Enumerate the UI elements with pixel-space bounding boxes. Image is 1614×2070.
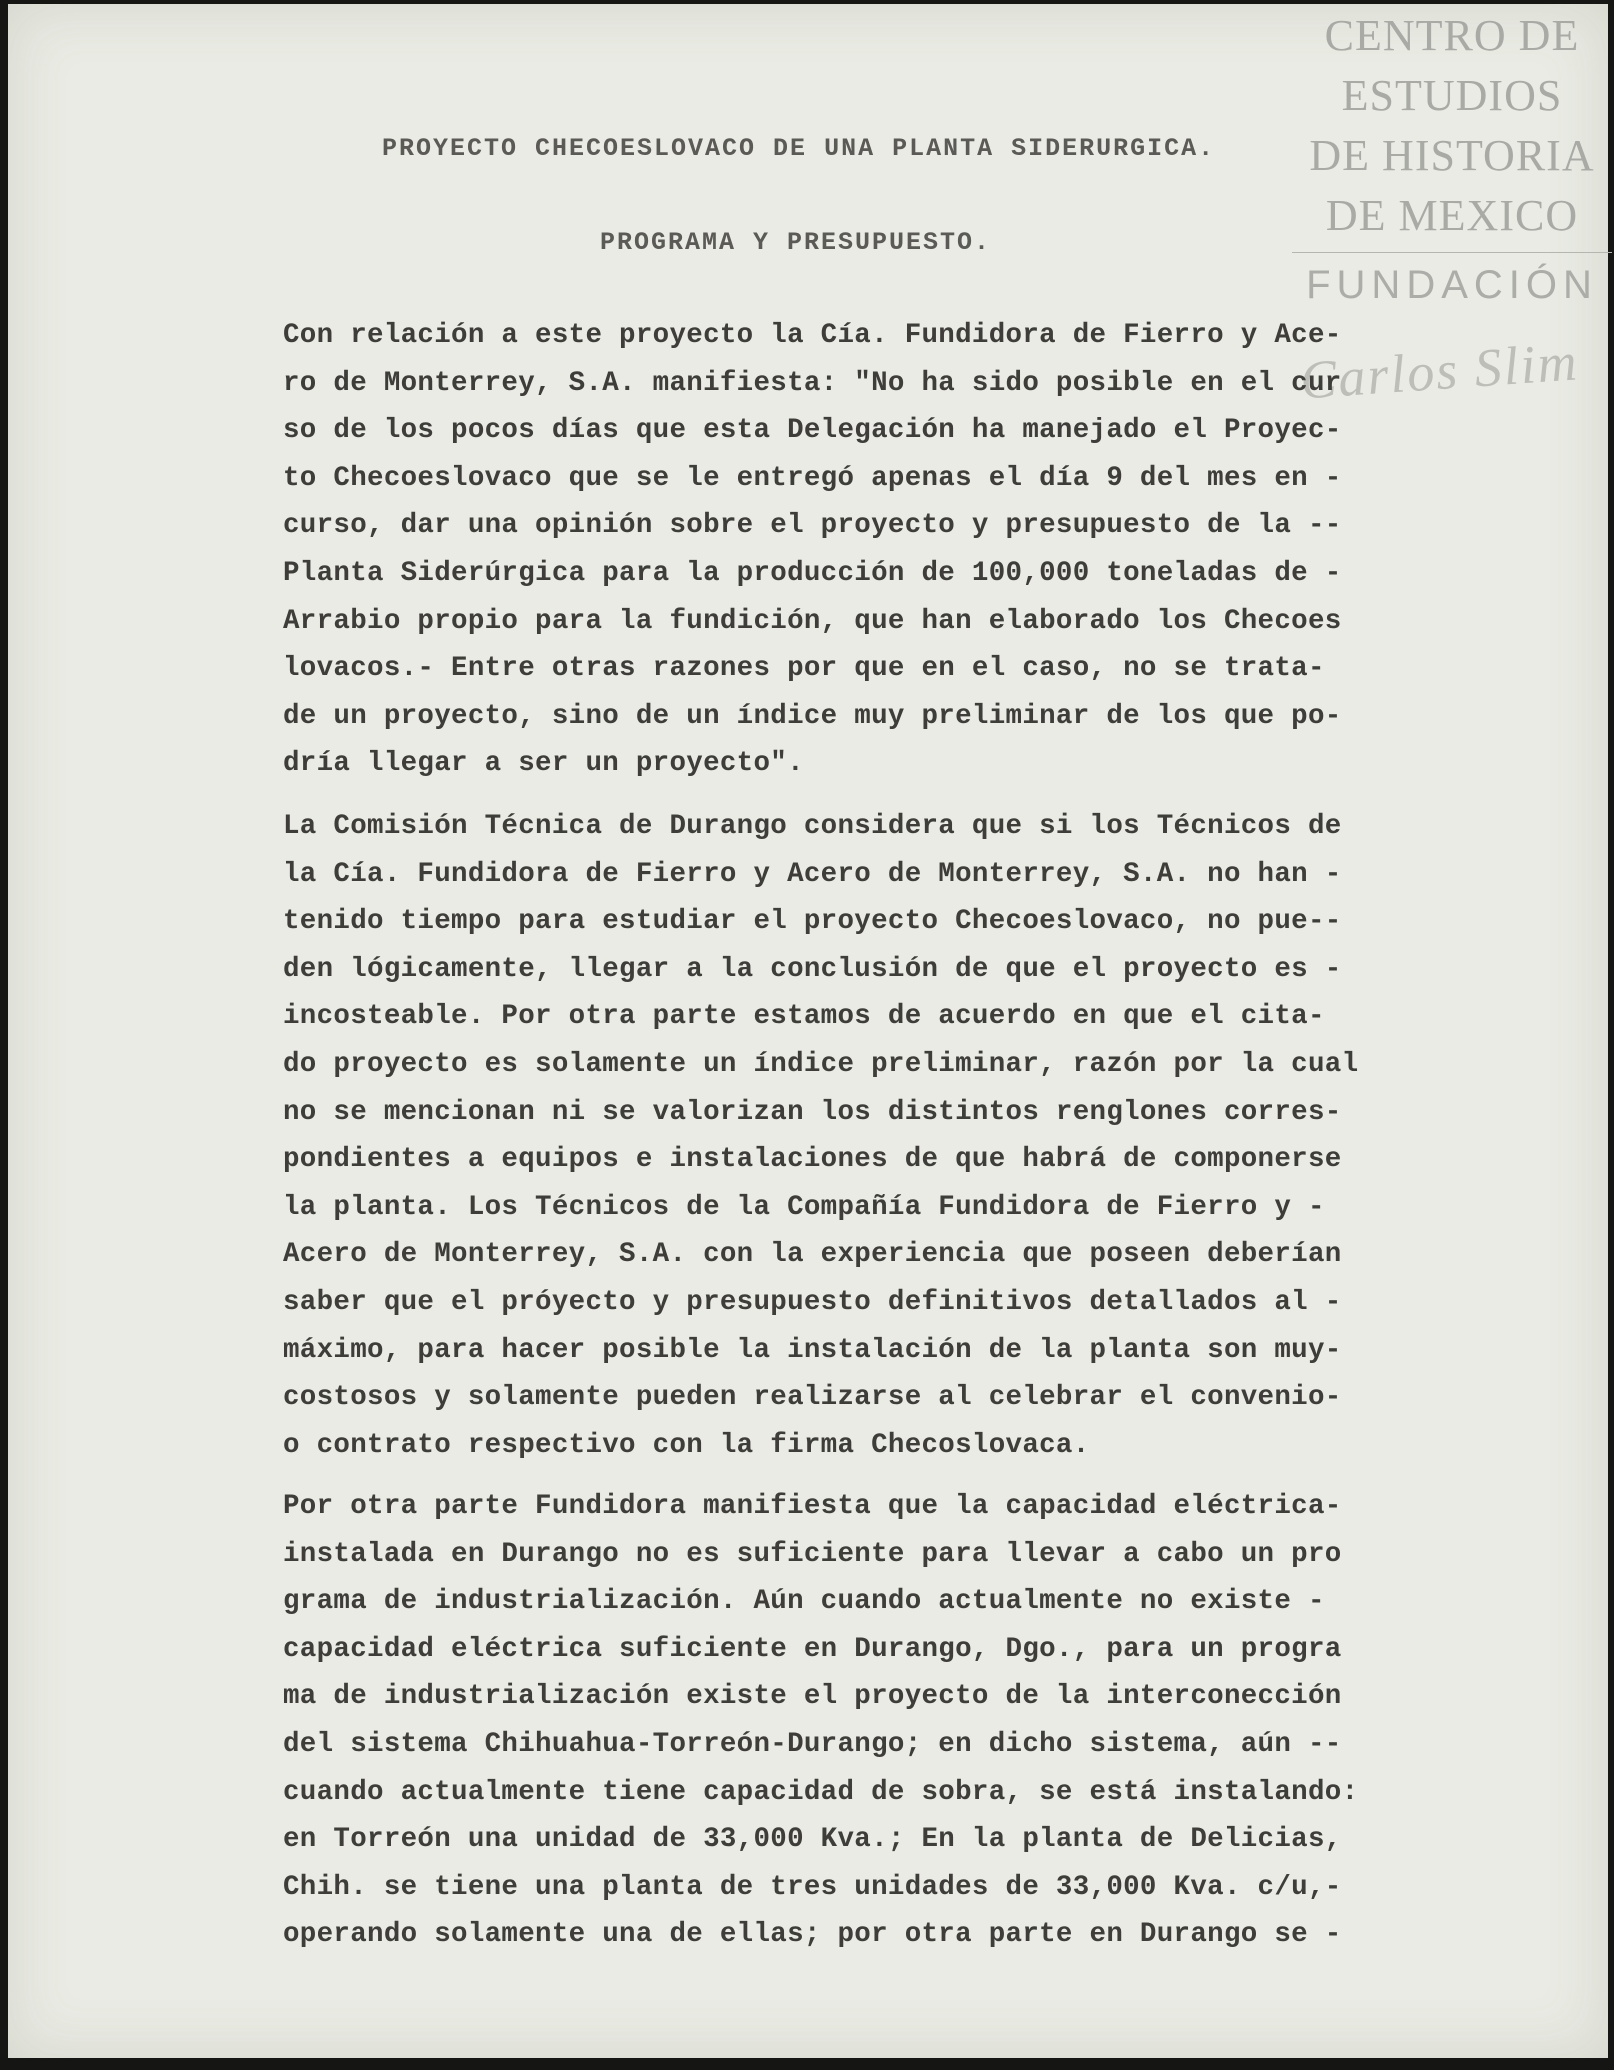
text-line: de un proyecto, sino de un índice muy preliminar de los que po- <box>283 700 1342 732</box>
text-line: capacidad eléctrica suficiente en Durango, Dgo., para un progra <box>283 1633 1342 1665</box>
text-line: Arrabio propio para la fundición, que han elaborado los Checoes <box>283 605 1342 637</box>
text-line: la Cía. Fundidora de Fierro y Acero de Monterrey, S.A. no han - <box>283 858 1342 890</box>
text-line: operando solamente una de ellas; por otra parte en Durango se - <box>283 1919 1342 1951</box>
text-line: incosteable. Por otra parte estamos de acuerdo en que el cita- <box>283 1001 1325 1033</box>
watermark-line: ESTUDIOS <box>1341 71 1563 120</box>
text-line: Con relación a este proyecto la Cía. Fundidora de Fierro y Ace- <box>283 320 1342 351</box>
text-line: o contrato respectivo con la firma Checoslovaca. <box>283 1429 1090 1461</box>
paragraph-2 <box>283 803 1543 1469</box>
text-line: saber que el próyecto y presupuesto definitivos detallados al - <box>283 1286 1342 1318</box>
text-line: del sistema Chihuahua-Torreón-Durango; en dicho sistema, aún -- <box>283 1728 1342 1760</box>
text-line: máximo, para hacer posible la instalación de la planta son muy- <box>283 1334 1342 1366</box>
paragraph-3 <box>283 1483 1543 1959</box>
text-line: cuando actualmente tiene capacidad de sobra, se está instalando: <box>283 1776 1359 1808</box>
watermark-line: CENTRO DE <box>1324 11 1580 60</box>
text-line: do proyecto es solamente un índice preliminar, razón por la cual <box>283 1048 1359 1080</box>
text-line: instalada en Durango no es suficiente para llevar a cabo un pro <box>283 1538 1342 1570</box>
text-line: Chih. se tiene una planta de tres unidades de 33,000 Kva. c/u,- <box>283 1871 1342 1903</box>
document-subtitle: PROGRAMA Y PRESUPUESTO. <box>600 228 992 257</box>
scan-border <box>0 2058 1614 2070</box>
text-line: La Comisión Técnica de Durango considera que si los Técnicos de <box>283 811 1342 842</box>
watermark-divider <box>1292 252 1612 253</box>
text-line: ro de Monterrey, S.A. manifiesta: "No ha sido posible en el cur <box>283 367 1342 399</box>
text-line: Planta Siderúrgica para la producción de 100,000 toneladas de - <box>283 557 1342 589</box>
text-line: so de los pocos días que esta Delegación ha manejado el Proyec- <box>283 415 1342 447</box>
text-line: costosos y solamente pueden realizarse al celebrar el convenio- <box>283 1382 1342 1414</box>
text-line: curso, dar una opinión sobre el proyecto y presupuesto de la -- <box>283 510 1342 542</box>
archive-watermark <box>1292 6 1612 313</box>
watermark-line: DE MEXICO <box>1325 191 1579 240</box>
text-line: grama de industrialización. Aún cuando actualmente no existe - <box>283 1586 1325 1618</box>
watermark-foundation: FUNDACIÓN <box>1306 263 1598 307</box>
text-line: to Checoeslovaco que se le entregó apenas el día 9 del mes en - <box>283 462 1342 494</box>
watermark-line: DE HISTORIA <box>1309 131 1595 180</box>
paragraph-1 <box>283 312 1543 788</box>
text-line: den lógicamente, llegar a la conclusión de que el proyecto es - <box>283 953 1342 985</box>
text-line: ma de industrialización existe el proyecto de la interconección <box>283 1681 1342 1713</box>
document-title: PROYECTO CHECOESLOVACO DE UNA PLANTA SIDERURGICA. <box>382 134 1216 163</box>
text-line: Acero de Monterrey, S.A. con la experiencia que poseen deberían <box>283 1239 1342 1271</box>
text-line: pondientes a equipos e instalaciones de que habrá de componerse <box>283 1144 1342 1176</box>
text-line: en Torreón una unidad de 33,000 Kva.; En la planta de Delicias, <box>283 1824 1342 1856</box>
text-line: dría llegar a ser un proyecto". <box>283 748 804 780</box>
text-line: no se mencionan ni se valorizan los distintos renglones corres- <box>283 1096 1342 1128</box>
text-line: lovacos.- Entre otras razones por que en el caso, no se trata- <box>283 653 1325 685</box>
text-line: Por otra parte Fundidora manifiesta que la capacidad eléctrica- <box>283 1491 1342 1522</box>
text-line: la planta. Los Técnicos de la Compañía Fundidora de Fierro y - <box>283 1191 1325 1223</box>
text-line: tenido tiempo para estudiar el proyecto Checoeslovaco, no pue-- <box>283 906 1342 938</box>
watermark-signature: Carlos Slim <box>1298 331 1581 411</box>
